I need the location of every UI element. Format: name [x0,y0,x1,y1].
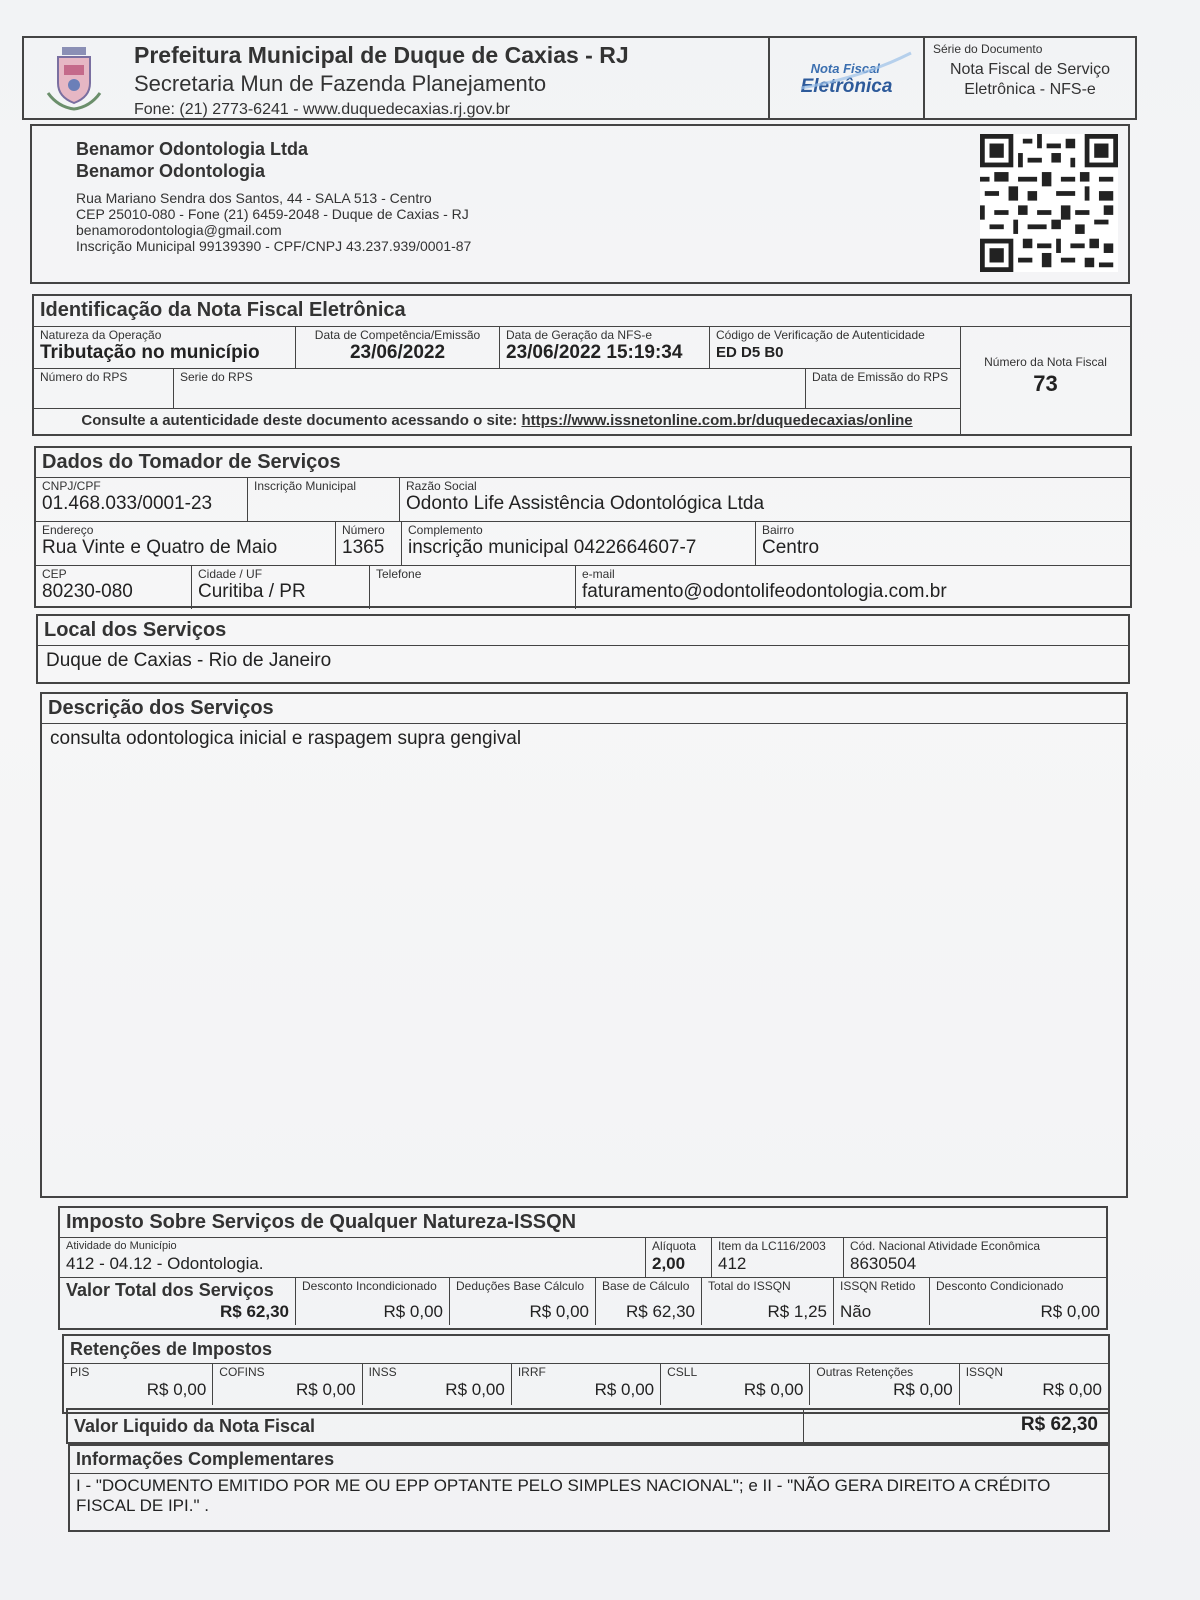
serie-value-line2: Eletrônica - NFS-e [964,81,1096,98]
retencao-irrf-value: R$ 0,00 [594,1380,655,1399]
tomador-im-cell [248,478,400,521]
item-lc-cell [712,1238,844,1277]
descricao-title: Descrição dos Serviços [48,697,274,719]
serie-rps-label: Serie do RPS [180,370,253,384]
tomador-complemento-value: inscrição municipal 0422664607-7 [408,537,697,558]
valor-liquido-value-cell [804,1410,1108,1442]
prestador-razao-social: Benamor Odontologia Ltda [76,139,308,159]
data-rps-label: Data de Emissão do RPS [812,370,949,384]
valor-liquido-label-cell [68,1410,804,1442]
retencao-inss-cell [363,1364,512,1405]
tomador-bairro-cell [756,522,1130,565]
numero-nota-label: Número da Nota Fiscal [984,355,1107,369]
retencao-cofins-label: COFINS [219,1365,265,1379]
municipal-coat-of-arms-icon [24,38,124,118]
valor-total-label: Valor Total dos Serviços [66,1280,274,1300]
identificacao-grid [34,326,960,432]
retencao-outras-value: R$ 0,00 [893,1380,953,1399]
prestador-endereco: Rua Mariano Sendra dos Santos, 44 - SALA 513 - Centro [76,190,432,206]
aliquota-label: Alíquota [652,1239,697,1253]
atividade-cell [60,1238,646,1277]
desconto-incondicionado-cell [296,1278,450,1325]
local-value: Duque de Caxias - Rio de Janeiro [46,650,332,671]
retencoes-row [64,1363,1108,1405]
total-issqn-cell [702,1278,834,1325]
desconto-condicionado-value: R$ 0,00 [1040,1302,1100,1321]
issqn-retido-cell [834,1278,930,1325]
consulte-autenticidade [34,408,960,432]
retencao-outras-cell [810,1364,959,1405]
tomador-cep-label: CEP [42,567,67,581]
atividade-value: 412 - 04.12 - Odontologia. [66,1254,264,1273]
item-lc-label: Item da LC116/2003 [718,1239,826,1253]
issqn-title: Imposto Sobre Serviços de Qualquer Natureza-ISSQN [66,1211,577,1233]
retencao-outras-label: Outras Retenções [816,1365,914,1379]
tomador-numero-value: 1365 [342,537,385,558]
desconto-condicionado-cell [930,1278,1106,1325]
competencia-label: Data de Competência/Emissão [314,328,481,342]
total-issqn-label: Total do ISSQN [708,1279,791,1293]
base-calculo-cell [596,1278,702,1325]
identificacao-title: Identificação da Nota Fiscal Eletrônica [40,299,406,321]
tomador-cep-cell [36,566,192,609]
desconto-incondicionado-label: Desconto Incondicionado [302,1279,437,1293]
deducoes-label: Deduções Base Cálculo [456,1279,585,1293]
tomador-email-label: e-mail [582,567,615,581]
tomador-email-value: faturamento@odontolifeodontologia.com.br [582,581,947,602]
issqn-retido-label: ISSQN Retido [840,1279,916,1293]
tomador-bairro-value: Centro [762,537,820,558]
codigo-value: ED D5 B0 [716,344,784,361]
numero-nota-cell [960,326,1130,434]
natureza-label: Natureza da Operação [40,328,162,342]
retencoes-title: Retenções de Impostos [70,1339,273,1359]
retencao-issqn-cell [960,1364,1108,1405]
natureza-cell [34,327,296,368]
retencao-issqn-value: R$ 0,00 [1042,1380,1102,1399]
cnae-label: Cód. Nacional Atividade Econômica [850,1239,1041,1253]
geracao-label: Data de Geração da NFS-e [506,328,653,342]
retencao-cofins-cell [213,1364,362,1405]
codigo-label: Código de Verificação de Autenticidade [716,328,925,342]
serie-documento-block [923,38,1135,118]
informacoes-complementares-section [68,1444,1110,1532]
retencao-pis-cell [64,1364,213,1405]
desconto-incondicionado-value: R$ 0,00 [383,1302,443,1321]
nfe-logo-line1: Nota Fiscal [810,61,880,76]
numero-rps-label: Número do RPS [40,370,128,384]
retencao-csll-label: CSLL [667,1365,698,1379]
deducoes-cell [450,1278,596,1325]
atividade-label: Atividade do Município [66,1240,177,1252]
prestador-block [30,124,1130,284]
retencao-issqn-label: ISSQN [965,1365,1004,1379]
prestador-nome-fantasia: Benamor Odontologia [76,161,265,181]
tomador-razao-label: Razão Social [406,479,477,493]
tomador-cidade-value: Curitiba / PR [198,581,306,602]
total-issqn-value: R$ 1,25 [767,1302,827,1321]
retencao-cofins-value: R$ 0,00 [296,1380,356,1399]
tomador-cidade-label: Cidade / UF [198,567,263,581]
tomador-cnpj-cell [36,478,248,521]
local-servicos-section [36,614,1130,684]
cnae-value: 8630504 [850,1254,917,1273]
tomador-im-label: Inscrição Municipal [254,479,357,493]
tomador-endereco-value: Rua Vinte e Quatro de Maio [42,537,278,558]
consulte-text: Consulte a autenticidade deste documento acessando o site: [81,412,518,429]
desconto-condicionado-label: Desconto Condicionado [936,1279,1064,1293]
info-value: I - "DOCUMENTO EMITIDO POR ME OU EPP OPTANTE PELO SIMPLES NACIONAL"; e II - "NÃO GERA DIREITO A CRÉDITO FISCAL DE IPI." . [76,1476,1051,1515]
tomador-cidade-cell [192,566,370,609]
issqn-retido-value: Não [840,1302,872,1321]
numero-nota-value: 73 [1033,371,1058,396]
info-title: Informações Complementares [76,1449,335,1469]
geracao-value: 23/06/2022 15:19:34 [506,342,683,363]
tomador-numero-label: Número [342,523,385,537]
serie-label: Série do Documento [933,42,1043,56]
issqn-section [58,1206,1108,1330]
retencao-irrf-label: IRRF [517,1365,546,1379]
codigo-verificacao-cell [710,327,960,368]
valor-liquido-value: R$ 62,30 [1020,1414,1098,1435]
retencao-inss-value: R$ 0,00 [445,1380,505,1399]
secretaria-subtitle: Secretaria Mun de Fazenda Planejamento [134,71,547,96]
tomador-cnpj-label: CNPJ/CPF [42,479,101,493]
serie-rps-cell [174,369,806,408]
valor-total-value: R$ 62,30 [220,1302,289,1321]
serie-value-line1: Nota Fiscal de Serviço [949,61,1111,78]
consulte-link[interactable]: https://www.issnetonline.com.br/duquedecaxias/online [521,412,913,429]
nfe-logo-line2: Eletrônica [800,76,893,97]
tomador-email-cell [576,566,1130,609]
tomador-razao-value: Odonto Life Assistência Odontológica Ltda [406,493,765,514]
retencao-pis-label: PIS [70,1365,90,1379]
natureza-value: Tributação no município [40,342,260,363]
valor-liquido-label: Valor Liquido da Nota Fiscal [74,1416,316,1436]
aliquota-cell [646,1238,712,1277]
tomador-complemento-label: Complemento [408,523,483,537]
valor-total-cell [60,1278,296,1325]
retencoes-section [62,1334,1110,1414]
descricao-value: consulta odontologica inicial e raspagem supra gengival [50,728,522,749]
base-calculo-value: R$ 62,30 [626,1302,695,1321]
cnae-cell [844,1238,1106,1277]
retencao-csll-value: R$ 0,00 [743,1380,804,1399]
item-lc-value: 412 [718,1254,747,1273]
retencao-inss-label: INSS [368,1365,397,1379]
tomador-complemento-cell [402,522,756,565]
issuer-header-block [124,38,768,118]
competencia-cell [296,327,500,368]
prestador-cep-fone: CEP 25010-080 - Fone (21) 6459-2048 - Duque de Caxias - RJ [76,206,469,222]
retencao-csll-cell [661,1364,810,1405]
tomador-cep-value: 80230-080 [42,581,133,602]
valor-liquido-row [66,1408,1110,1444]
competencia-value: 23/06/2022 [349,342,446,363]
data-rps-cell [806,369,960,408]
qr-code-icon[interactable] [980,134,1118,272]
descricao-servicos-section [40,692,1128,1198]
tomador-razao-cell [400,478,1130,521]
document-header [22,36,1137,120]
tomador-title: Dados do Tomador de Serviços [42,451,341,473]
prefeitura-contact: Fone: (21) 2773-6241 - www.duquedecaxias.rj.gov.br [134,101,510,118]
numero-rps-cell [34,369,174,408]
tomador-telefone-cell [370,566,576,609]
base-calculo-label: Base de Cálculo [602,1279,690,1293]
prefeitura-title: Prefeitura Municipal de Duque de Caxias - RJ [134,42,629,68]
retencao-irrf-cell [512,1364,661,1405]
tomador-endereco-cell [36,522,336,565]
tomador-telefone-label: Telefone [376,567,422,581]
nota-fiscal-eletronica-logo [768,38,923,118]
deducoes-value: R$ 0,00 [529,1302,589,1321]
tomador-bairro-label: Bairro [762,523,795,537]
prestador-inscricao: Inscrição Municipal 99139390 - CPF/CNPJ 43.237.939/0001-87 [76,238,472,254]
aliquota-value: 2,00 [652,1254,686,1273]
tomador-numero-cell [336,522,402,565]
prestador-email: benamorodontologia@gmail.com [76,222,282,238]
tomador-cnpj-value: 01.468.033/0001-23 [42,493,213,514]
identificacao-nfse-section [32,294,1132,436]
geracao-cell [500,327,710,368]
tomador-section [34,446,1132,608]
local-title: Local dos Serviços [44,619,227,641]
retencao-pis-value: R$ 0,00 [146,1380,207,1399]
tomador-endereco-label: Endereço [42,523,94,537]
